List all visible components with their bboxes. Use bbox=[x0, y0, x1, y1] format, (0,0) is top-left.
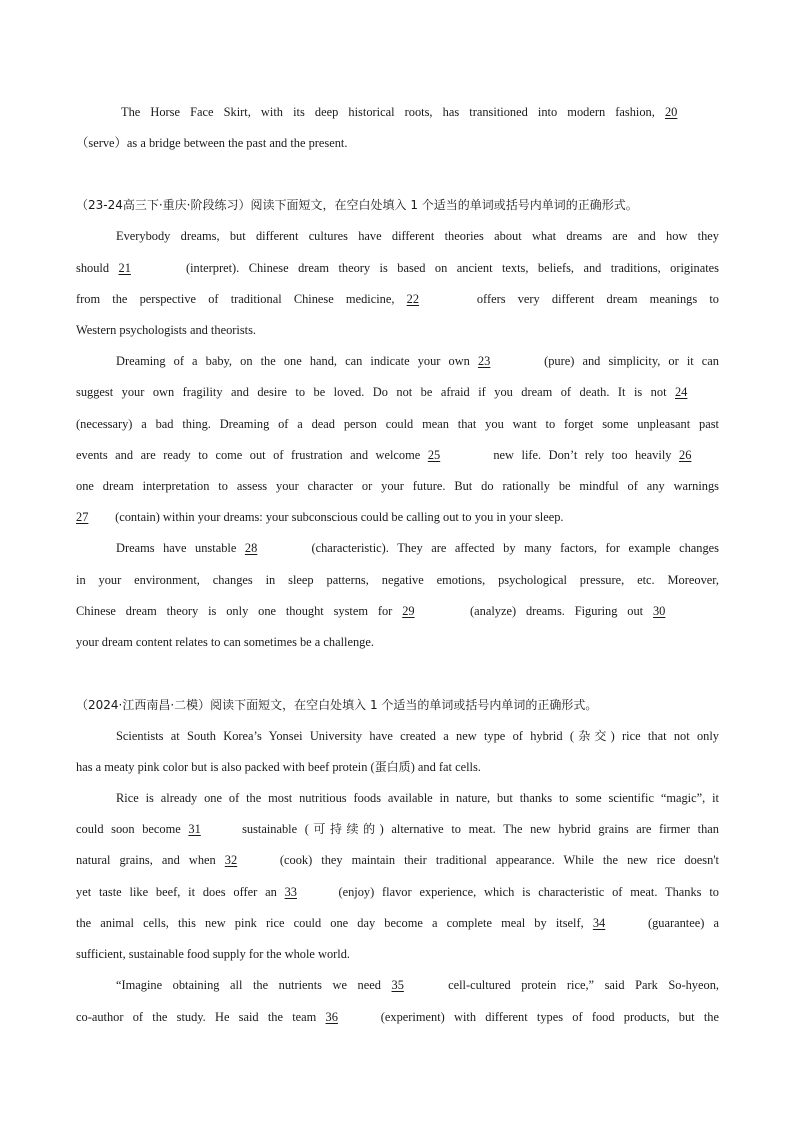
section-header: （23-24高三下·重庆·阶段练习）阅读下面短文，在空白处填入 1 个适当的单词或括号内单词的正确形式。 bbox=[76, 198, 638, 212]
passage-line: yet taste like beef, it does offer an 33 (enjoy) flavor experience, which is characteristic of meat. Thanks to bbox=[76, 881, 719, 903]
answer-blank[interactable]: 21 bbox=[118, 261, 131, 275]
section-header: （2024·江西南昌·二模）阅读下面短文，在空白处填入 1 个适当的单词或括号内单词的正确形式。 bbox=[76, 698, 598, 712]
passage-line: co-author of the study. He said the team 36 (experiment) with different types of food products, but the bbox=[76, 1006, 719, 1028]
passage-line: should 21 (interpret). Chinese dream theory is based on ancient texts, beliefs, and traditions, originates bbox=[76, 257, 719, 279]
answer-blank[interactable]: 34 bbox=[592, 916, 606, 930]
passage-line: (necessary) a bad thing. Dreaming of a dead person could mean that you want to forget some unpleasant past bbox=[76, 417, 719, 431]
passage-line: in your environment, changes in sleep patterns, negative emotions, psychological pressure, etc. Moreover, bbox=[76, 573, 719, 587]
passage-line: Chinese dream theory is only one thought system for 29 (analyze) dreams. Figuring out 30 bbox=[76, 600, 719, 622]
passage-line: Everybody dreams, but different cultures have different theories about what dreams are and how they bbox=[116, 229, 719, 243]
passage-line: Western psychologists and theorists. bbox=[76, 323, 257, 337]
passage-line: suggest your own fragility and desire to be loved. Do not be afraid if you dream of death. It is not 24 bbox=[76, 381, 719, 403]
passage-line: Rice is already one of the most nutritious foods available in nature, but thanks to some scientific “magic”, it bbox=[116, 791, 719, 805]
answer-blank[interactable]: 33 bbox=[284, 885, 297, 899]
answer-blank[interactable]: 24 bbox=[674, 385, 688, 399]
passage-line: “Imagine obtaining all the nutrients we need 35 cell-cultured protein rice,” said Park So-hyeon, bbox=[76, 974, 719, 996]
answer-blank[interactable]: 23 bbox=[477, 354, 491, 368]
answer-blank[interactable]: 30 bbox=[652, 604, 666, 618]
answer-blank[interactable]: 26 bbox=[679, 448, 692, 462]
passage-line: natural grains, and when 32 (cook) they maintain their traditional appearance. While the new rice doesn't bbox=[76, 849, 719, 871]
passage-line: Scientists at South Korea’s Yonsei University have created a new type of hybrid (杂交) rice that not only bbox=[116, 729, 719, 743]
answer-blank[interactable]: 29 bbox=[402, 604, 415, 618]
passage-line: could soon become 31 sustainable (可持续的) alternative to meat. The new hybrid grains are firmer than bbox=[76, 818, 719, 840]
answer-blank[interactable]: 20 bbox=[664, 105, 678, 119]
passage-line: one dream interpretation to assess your character or your future. But do rationally be mindful of any warnings bbox=[76, 479, 719, 493]
passage-line: 27 (contain) within your dreams: your subconscious could be calling out to you in your sleep. bbox=[76, 506, 719, 528]
passage-line: （serve）as a bridge between the past and the present. bbox=[76, 136, 348, 150]
answer-blank[interactable]: 36 bbox=[325, 1010, 338, 1024]
passage-line: Dreams have unstable 28 (characteristic). They are affected by many factors, for example changes bbox=[76, 537, 719, 559]
passage-line: The Horse Face Skirt, with its deep historical roots, has transitioned into modern fashion, 20 bbox=[76, 101, 719, 123]
answer-blank[interactable]: 22 bbox=[406, 292, 420, 306]
passage-line: has a meaty pink color but is also packed with beef protein (蛋白质) and fat cells. bbox=[76, 760, 481, 774]
passage-line: the animal cells, this new pink rice could one day become a complete meal by itself, 34 (guarantee) a bbox=[76, 912, 719, 934]
answer-blank[interactable]: 25 bbox=[427, 448, 441, 462]
answer-blank[interactable]: 28 bbox=[244, 541, 258, 555]
passage-line: your dream content relates to can sometimes be a challenge. bbox=[76, 635, 374, 649]
passage-line: sufficient, sustainable food supply for the whole world. bbox=[76, 947, 351, 961]
passage-line: events and are ready to come out of frustration and welcome 25 new life. Don’t rely too heavily 26 bbox=[76, 444, 719, 466]
answer-blank[interactable]: 27 bbox=[76, 510, 89, 524]
answer-blank[interactable]: 31 bbox=[188, 822, 201, 836]
passage-line: from the perspective of traditional Chinese medicine, 22 offers very different dream meanings to bbox=[76, 288, 719, 310]
passage-line: Dreaming of a baby, on the one hand, can indicate your own 23 (pure) and simplicity, or it can bbox=[76, 350, 719, 372]
answer-blank[interactable]: 32 bbox=[224, 853, 238, 867]
answer-blank[interactable]: 35 bbox=[391, 978, 404, 992]
